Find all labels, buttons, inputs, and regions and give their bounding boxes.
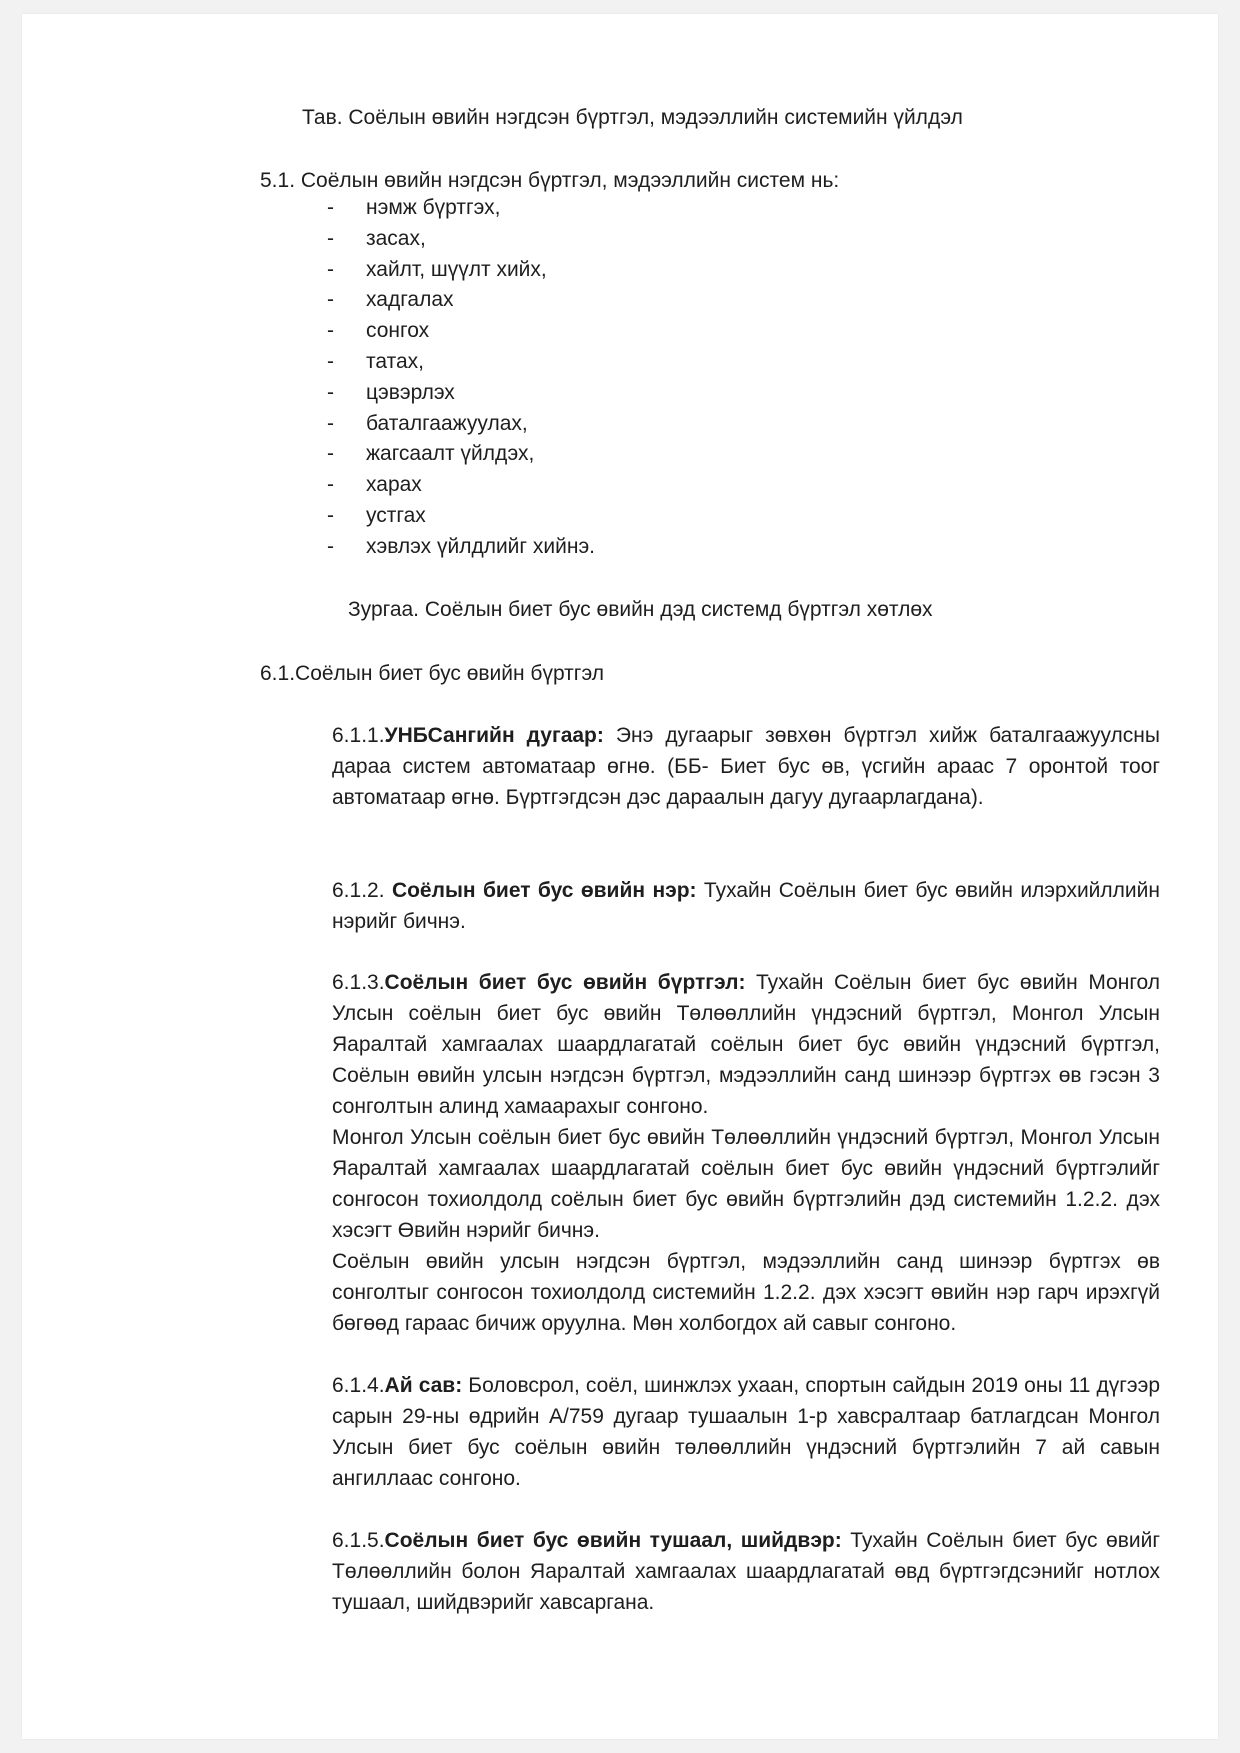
paragraph-number: 6.1.2. [332, 879, 392, 902]
list-marker: - [327, 503, 334, 527]
list-item-text: засах, [366, 226, 426, 250]
paragraph-6-1-2 [332, 875, 1160, 937]
list-marker: - [327, 473, 334, 497]
list-item [327, 501, 595, 532]
paragraph-text: Тухайн Соёлын биет бус өвийн Монгол Улсын соёлын биет бус өвийн Төлөөллийн үндэсний бүртгэл, Монгол Улсын Яаралтай хамгаалах шаардлагатай соёлын биет бус өвийн үндэсний бүртгэл, Соёлын өвийн улсын нэгдсэн бүртгэл, мэдээллийн санд шинээр бүртгэх өв гэсэн 3 сонголтын алинд хамаарахыг сонгоно. [332, 971, 1160, 1118]
paragraph-term: Соёлын биет бус өвийн нэр: [391, 879, 697, 902]
paragraph-number: 6.1.5. [332, 1529, 385, 1552]
list-item-text: хайлт, шүүлт хийх, [366, 257, 547, 281]
paragraph-text: Тухайн Соёлын биет бус өвийг Төлөөллийн болон Яаралтай хамгаалах шаардлагатай өвд бүртгэгдсэнийг нотлох тушаал, шийдвэрийг хавсаргана. [332, 1529, 1160, 1614]
list-item [327, 439, 595, 470]
list-marker: - [327, 196, 334, 219]
list-item [327, 470, 595, 501]
paragraph-term: Соёлын биет бус өвийн тушаал, шийдвэр: [384, 1529, 842, 1552]
paragraph-term: УНБСангийн дугаар: [384, 724, 604, 747]
list-item-text: цэвэрлэх [366, 380, 455, 404]
paragraph-number: 6.1.4. [332, 1374, 385, 1397]
list-item [327, 285, 595, 316]
list-item [327, 532, 595, 563]
action-list [327, 193, 595, 563]
paragraph-term: Ай сав: [384, 1374, 463, 1397]
list-item-text: жагсаалт үйлдэх, [366, 442, 535, 466]
list-marker: - [327, 411, 334, 435]
paragraph-text-continued: Монгол Улсын соёлын биет бус өвийн Төлөөллийн үндэсний бүртгэл, Монгол Улсын Яаралтай хамгаалах шаардлагатай соёлын биет бус өвийн үндэсний бүртгэлийг сонгосон тохиолдолд соёлын биет бус өвийн бүртгэлийн дэд системийн 1.2.2. дэх хэсэгт Өвийн нэрийг бичнэ. [332, 1126, 1160, 1242]
list-item [327, 409, 595, 440]
list-marker: - [327, 380, 334, 404]
list-marker: - [327, 288, 334, 312]
list-item [327, 316, 595, 347]
list-item [327, 347, 595, 378]
list-marker: - [327, 257, 334, 281]
paragraph-term: Соёлын биет бус өвийн бүртгэл: [384, 971, 746, 994]
list-marker: - [327, 442, 334, 466]
paragraph-number: 6.1.3. [332, 971, 385, 994]
figure-caption: Зургаа. Соёлын биет бус өвийн дэд системд бүртгэл хөтлөх [348, 598, 933, 621]
list-item-text: хадгалах [366, 288, 454, 312]
list-item-text: устгах [366, 503, 426, 527]
paragraph-text: Боловсрол, соёл, шинжлэх ухаан, спортын сайдын 2019 оны 11 дүгээр сарын 29-ны өдрийн А/759 дугаар тушаалын 1-р хавсралтаар батлагдсан Монгол Улсын биет бус соёлын өвийн төлөөллийн үндэсний бүртгэлийн 7 ай савын ангиллаас сонгоно. [332, 1374, 1160, 1490]
paragraph-6-1-3 [332, 967, 1160, 1339]
list-item [327, 255, 595, 286]
list-marker: - [327, 534, 334, 558]
paragraph-6-1-1 [332, 720, 1160, 813]
list-marker: - [327, 319, 334, 343]
paragraph-text-continued: Соёлын өвийн улсын нэгдсэн бүртгэл, мэдээллийн санд шинээр бүртгэх өв сонголтыг сонгосон тохиолдолд системийн 1.2.2. дэх хэсэгт өвийн нэр гарч ирэхгүй бөгөөд гараас бичиж оруулна. Мөн холбогдох ай савыг сонгоно. [332, 1250, 1160, 1335]
paragraph-6-1-4 [332, 1370, 1160, 1494]
list-marker: - [327, 226, 334, 250]
list-item [327, 224, 595, 255]
list-marker: - [327, 349, 334, 373]
list-item-text: сонгох [366, 319, 430, 343]
chapter-heading: Тав. Соёлын өвийн нэгдсэн бүртгэл, мэдээллийн системийн үйлдэл [302, 106, 963, 129]
paragraph-6-1-5 [332, 1525, 1160, 1618]
list-item-text: баталгаажуулах, [366, 411, 528, 435]
list-item-text: татах, [366, 349, 424, 373]
list-item [327, 378, 595, 409]
list-item-text: нэмж бүртгэх, [366, 196, 501, 219]
paragraph-number: 6.1.1. [332, 724, 385, 747]
section-6-1-heading: 6.1.Соёлын биет бус өвийн бүртгэл [260, 662, 604, 685]
paragraph-text: Тухайн Соёлын биет бус өвийн илэрхийллийн нэрийг бичнэ. [332, 879, 1160, 933]
list-item [327, 193, 595, 224]
paragraph-text: Энэ дугаарыг зөвхөн бүртгэл хийж баталгаажуулсны дараа систем автоматаар өгнө. (ББ- Биет бус өв, үсгийн араас 7 оронтой тоог автоматаар өгнө. Бүртгэгдсэн дэс дараалын дагуу дугаарлагдана). [332, 724, 1160, 809]
list-item-text: харах [366, 473, 422, 497]
section-5-1-heading: 5.1. Соёлын өвийн нэгдсэн бүртгэл, мэдээллийн систем нь: [260, 169, 840, 192]
list-item-text: хэвлэх үйлдлийг хийнэ. [366, 534, 596, 558]
